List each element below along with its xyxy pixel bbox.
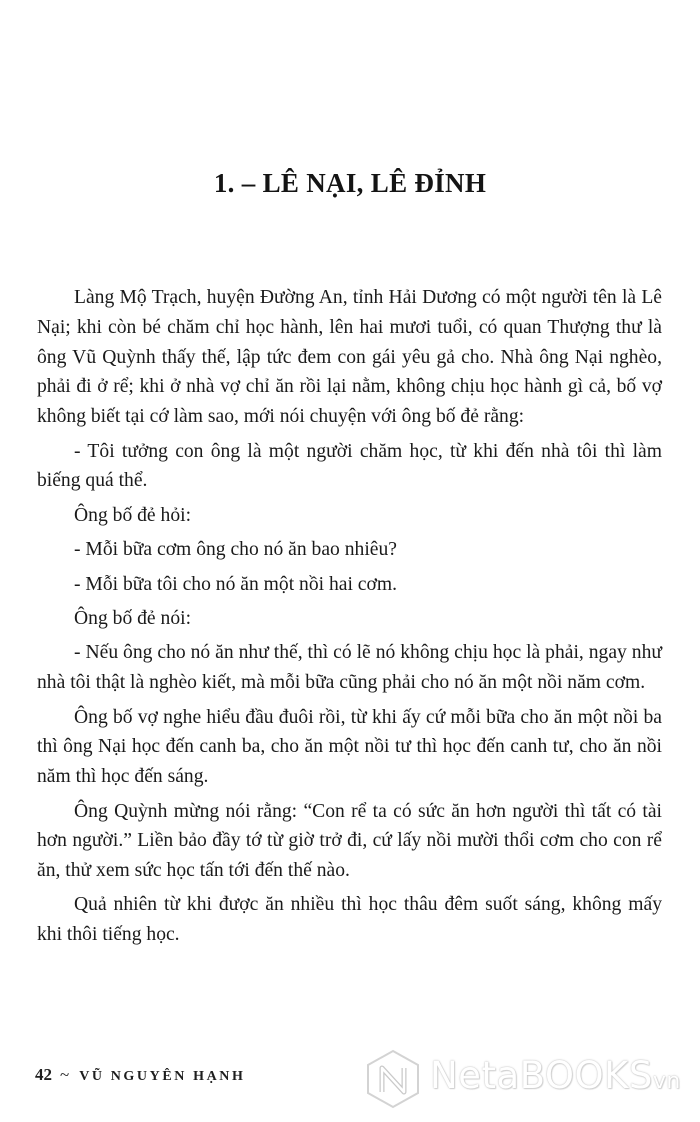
page-footer <box>35 1065 246 1085</box>
chapter-body <box>37 283 662 955</box>
paragraph: Ông bố đẻ nói: <box>74 607 192 629</box>
author-name: VŨ NGUYÊN HẠNH <box>79 1069 246 1084</box>
paragraph: Ông bố đẻ hỏi: <box>74 504 192 526</box>
paragraph: - Nếu ông cho nó ăn như thế, thì có lẽ nó không chịu học là phải, ngay như nhà tôi thật là nghèo kiết, mà mỗi bữa cũng phải cho nó ăn một nồi năm cơm. <box>37 642 662 694</box>
watermark-suffix: vn <box>652 1069 681 1094</box>
netabooks-watermark <box>362 1048 692 1110</box>
paragraph: - Mỗi bữa cơm ông cho nó ăn bao nhiêu? <box>74 539 397 561</box>
paragraph: - Mỗi bữa tôi cho nó ăn một nồi hai cơm. <box>74 573 398 595</box>
hexagon-n-logo-icon <box>362 1048 424 1110</box>
paragraph: - Tôi tưởng con ông là một người chăm học, từ khi đến nhà tôi thì làm biếng quá thể. <box>37 440 662 492</box>
chapter-title: 1. – LÊ NẠI, LÊ ĐỈNH <box>213 168 487 198</box>
paragraph: Ông Quỳnh mừng nói rằng: “Con rể ta có sức ăn hơn người thì tất có tài hơn người.” Liền bảo đầy tớ từ giờ trở đi, cứ lấy nồi mười thổi cơm cho con rể ăn, thử xem sức học tấn tới đến thế nào. <box>37 800 662 882</box>
page-number: 42 <box>35 1065 52 1084</box>
footer-separator: ~ <box>60 1065 70 1084</box>
watermark-brand: NetaBOOKS <box>430 1054 653 1097</box>
paragraph: Làng Mộ Trạch, huyện Đường An, tỉnh Hải Dương có một người tên là Lê Nại; khi còn bé chăm chỉ học hành, lên hai mươi tuổi, có quan Thượng thư là ông Vũ Quỳnh thấy thế, lập tức đem con gái yêu gả cho. Nhà ông Nại nghèo, phải đi ở rể; khi ở nhà vợ chỉ ăn rồi lại nằm, không chịu học hành gì cả, bố vợ không biết tại cớ làm sao, mới nói chuyện với ông bố đẻ rằng: <box>37 287 662 428</box>
paragraph: Quả nhiên từ khi được ăn nhiều thì học thâu đêm suốt sáng, không mấy khi thôi tiếng học. <box>37 894 662 946</box>
paragraph: Ông bố vợ nghe hiểu đầu đuôi rồi, từ khi ấy cứ mỗi bữa cho ăn một nồi ba thì ông Nại học đến canh ba, cho ăn một nồi tư thì học đến canh tư, cho ăn nồi năm thì học đến sáng. <box>37 706 662 788</box>
watermark-text <box>430 1054 681 1097</box>
